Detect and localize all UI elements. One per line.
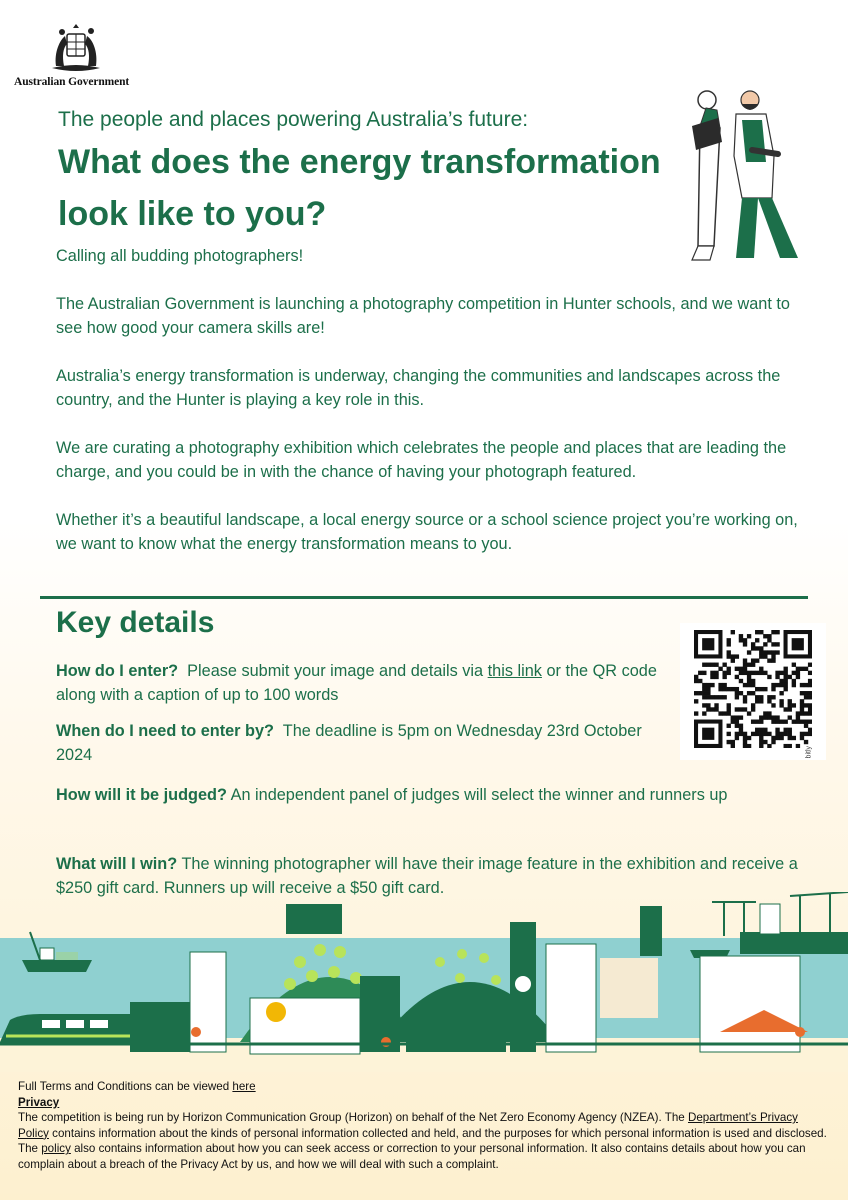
intro-paragraph: Calling all budding photographers! (56, 247, 304, 265)
intro-text (56, 244, 816, 580)
government-name: Australian Government (14, 76, 130, 88)
policy-link[interactable]: policy (41, 1142, 71, 1156)
detail-question: What will I win? (56, 855, 178, 873)
qr-code-icon (694, 630, 812, 748)
subtitle: The people and places powering Australia’s future: (58, 108, 529, 131)
detail-how-to-enter: How do I enter? Please submit your image and details via this link or the QR code along with a caption of up to 100 words (56, 662, 657, 704)
intro-paragraph: The Australian Government is launching a photography competition in Hunter schools, and we want to see how good your camera skills are! (56, 295, 790, 337)
key-details-heading: Key details (56, 606, 215, 639)
section-divider (40, 596, 808, 599)
entry-link[interactable]: this link (487, 662, 542, 680)
privacy-heading: Privacy (18, 1095, 60, 1109)
intro-paragraph: Australia’s energy transformation is underway, changing the communities and landscapes across the country, and the Hunter is playing a key role in this. (56, 367, 781, 409)
page-title: What does the energy transformation look like to you? (58, 143, 661, 233)
intro-paragraph: Whether it’s a beautiful landscape, a local energy source or a school science project you’re working on, we want to know what the energy transformation means to you. (56, 511, 798, 553)
hunter-region-illustration (0, 892, 848, 1072)
detail-deadline: When do I need to enter by? The deadline is 5pm on Wednesday 23rd October 2024 (56, 722, 642, 764)
detail-question: How do I enter? (56, 662, 179, 680)
qr-code[interactable] (680, 623, 826, 760)
footer (18, 1079, 828, 1173)
terms-link[interactable]: here (232, 1080, 256, 1093)
privacy-policy-link[interactable]: Department’s Privacy Policy (18, 1111, 798, 1140)
qr-brand-label: bitly (805, 746, 812, 759)
detail-judging: How will it be judged? An independent panel of judges will select the winner and runners up (56, 786, 728, 804)
detail-question: How will it be judged? (56, 786, 227, 804)
terms-line: Full Terms and Conditions can be viewed here (18, 1080, 256, 1093)
government-logo (14, 22, 138, 88)
coat-of-arms-icon (48, 22, 104, 74)
detail-question: When do I need to enter by? (56, 722, 274, 740)
detail-prize: What will I win? The winning photographer will have their image feature in the exhibition and receive a $250 gift card. Runners up will receive a $50 gift card. (56, 855, 798, 897)
people-illustration (662, 86, 818, 266)
privacy-text: The competition is being run by Horizon Communication Group (Horizon) on behalf of the Net Zero Economy Agency (NZEA). The Department’s Privacy Policy contains information about the kinds of personal information collected and held, and the purposes for which personal information is used and disclosed. The policy also contains information about how you can seek access or correction to your personal information. It also contains details about how you can complain about a breach of the Privacy Act by us, and how we will deal with such a complaint. (18, 1111, 827, 1171)
intro-paragraph: We are curating a photography exhibition which celebrates the people and places that are leading the charge, and you could be in with the chance of having your photograph featured. (56, 439, 787, 481)
